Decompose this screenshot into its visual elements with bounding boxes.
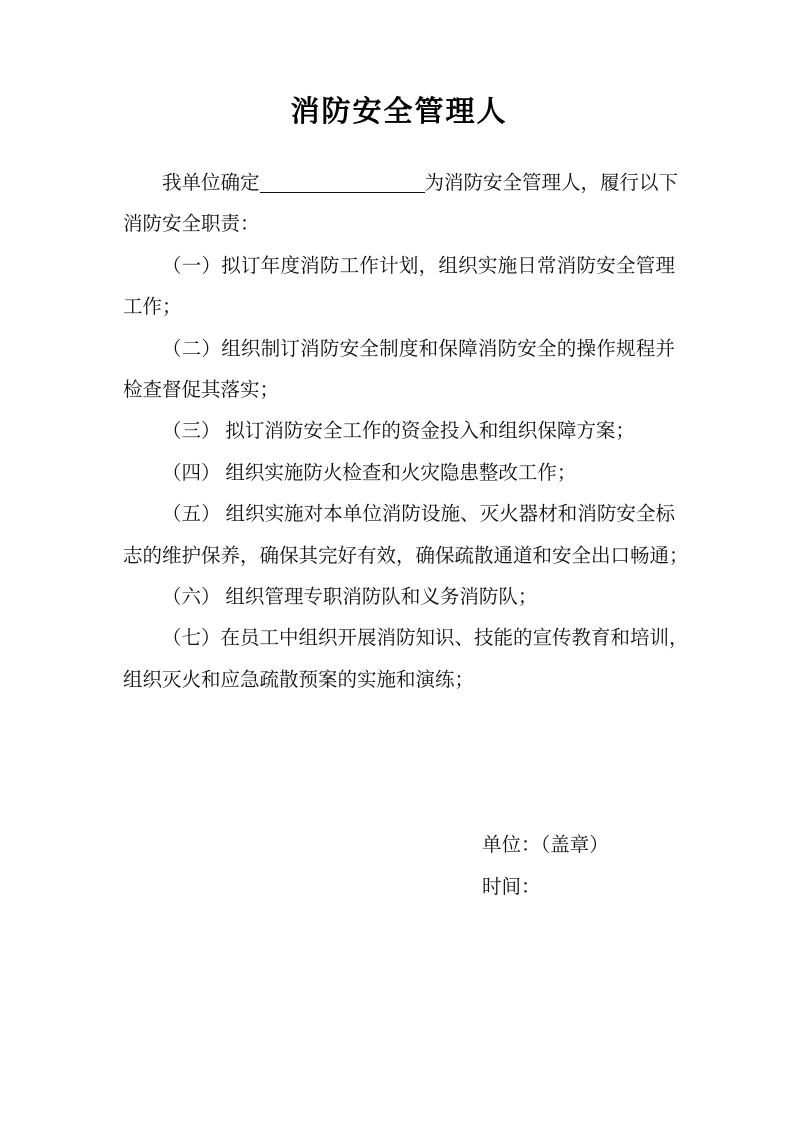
document-line [123, 660, 675, 701]
signature-time-line: 时间： [482, 876, 541, 898]
text-segment: 消防安全职责： [123, 214, 260, 236]
text-segment: 志的维护保养，确保其完好有效，确保疏散通道和安全出口畅通； [123, 545, 689, 567]
document-title: 消防安全管理人 [290, 96, 508, 128]
document-line [123, 246, 675, 287]
document-line [123, 453, 675, 494]
text-segment: （五） 组织实施对本单位消防设施、灭火器材和消防安全标 [162, 504, 675, 526]
document-line [123, 494, 675, 535]
text-segment: 组织灭火和应急疏散预案的实施和演练； [123, 669, 475, 691]
document-line [123, 577, 675, 618]
document-line [123, 163, 679, 204]
text-segment: （六） 组织管理专职消防队和义务消防队； [162, 587, 538, 609]
document-line [123, 618, 689, 659]
document-line [123, 287, 675, 328]
document-line [123, 204, 675, 245]
text-segment: 检查督促其落实； [123, 380, 280, 402]
signature-block [123, 825, 675, 908]
text-segment: （七）在员工中组织开展消防知识、技能的宣传教育和培训， [162, 628, 689, 650]
document-line [123, 329, 675, 370]
document-line [123, 411, 675, 452]
text-segment: （一）拟订年度消防工作计划，组织实施日常消防安全管理 [162, 255, 675, 277]
fill-in-blank-line [260, 174, 425, 193]
document-body [123, 163, 689, 701]
text-segment: （三） 拟订消防安全工作的资金投入和组织保障方案； [162, 421, 635, 443]
text-segment: 为消防安全管理人，履行以下 [424, 173, 679, 194]
text-segment: （二）组织制订消防安全制度和保障消防安全的操作规程并 [162, 338, 675, 360]
document-line [123, 370, 675, 411]
signature-unit-line: 单位：（盖章） [482, 835, 609, 857]
document-line [123, 536, 689, 577]
text-segment: 工作； [123, 297, 182, 319]
text-segment: 我单位确定 [162, 173, 260, 194]
text-segment: （四） 组织实施防火检查和火灾隐患整改工作； [162, 462, 577, 484]
